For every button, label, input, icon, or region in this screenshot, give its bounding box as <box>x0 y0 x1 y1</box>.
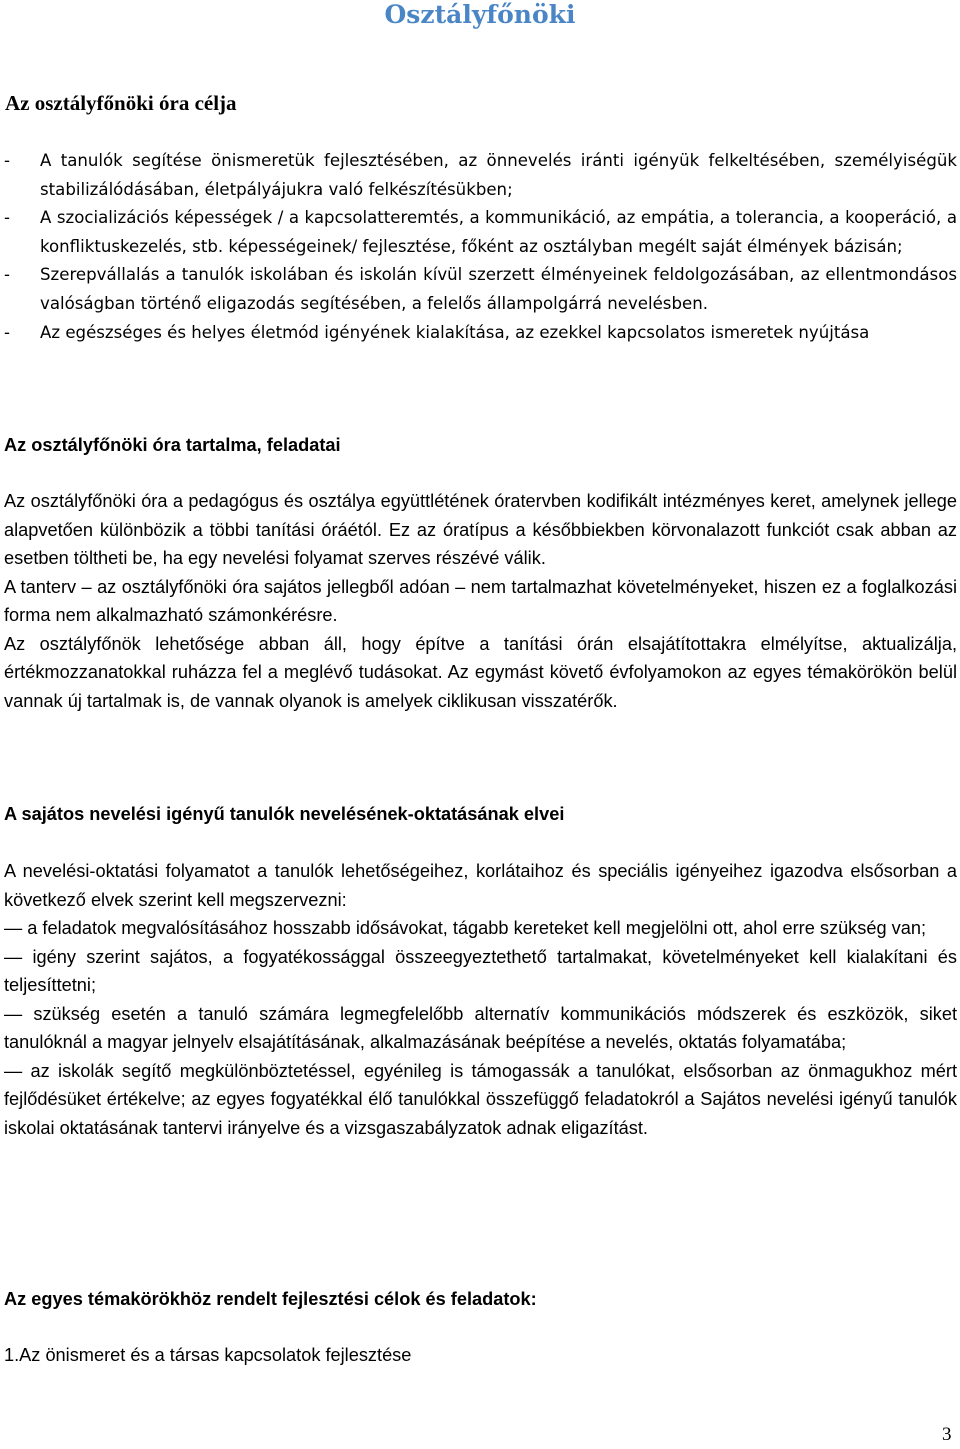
list-item <box>4 319 957 348</box>
list-item: — az iskolák segítő megkülönböztetéssel, egyénileg is támogassák a tanulókat, elsősorban az önmagukhoz mért fejlődésüket értékelve; az egyes fogyatékkal élő tanulókkal összefüggő feladatokról a Sajátos nevelési igényű tanulók iskolai oktatásának tantervi irányelve és a vizsgaszabályzatok adnak eligazítást. <box>4 1060 957 1138</box>
section-heading-sni: A sajátos nevelési igényű tanulók nevelésének-oktatásának elvei <box>4 804 565 824</box>
list-item-text: Szerepvállalás a tanulók iskolában és iskolán kívül szerzett élményeinek feldolgozásában, az ellentmondásos valóságban történő eligazodás segítésében, a felelős állampolgárrá nevelésben. <box>40 265 957 313</box>
list-item-text: A szocializációs képességek / a kapcsolatteremtés, a kommunikáció, az empátia, a tolerancia, a kooperáció, a konfliktuskezelés, stb. képességeinek/ fejlesztése, főként az osztályban megélt saját élmények bázisán; <box>40 208 957 256</box>
page-number: 3 <box>942 1424 952 1445</box>
topic-item: 1.Az önismeret és a társas kapcsolatok fejlesztése <box>4 1345 412 1365</box>
page-title: Osztályfőnöki <box>384 0 576 29</box>
paragraph: A tanterv – az osztályfőnöki óra sajátos jellegből adóan – nem tartalmazhat követelményeket, hiszen ez a foglalkozási forma nem alkalmazható számonkérésre. <box>4 576 957 625</box>
paragraph: A nevelési-oktatási folyamatot a tanulók lehetőségeihez, korlátaihoz és speciális igényeihez igazodva elsősorban a következő elvek szerint kell megszervezni: <box>4 861 957 910</box>
content-paragraphs <box>4 487 957 715</box>
list-item: — szükség esetén a tanuló számára legmegfelelőbb alternatív kommunikációs módszerek és eszközök, siket tanulóknál a magyar jelnyelv elsajátításának, alkalmazásának beépítése a nevelés, oktatás folyamatába; <box>4 1003 957 1052</box>
section-heading-content: Az osztályfőnöki óra tartalma, feladatai <box>4 435 341 455</box>
paragraph: Az osztályfőnök lehetősége abban áll, hogy építve a tanítási órán elsajátítottakra elmélyítse, aktualizálja, értékmozzanatokkal ruházza fel a meglévő tudásokat. Az egymást követő évfolyamokon az egyes témakörökön belül vannak új tartalmak is, de vannak olyanok is amelyek ciklikusan visszatérők. <box>4 633 957 711</box>
section-heading-goal: Az osztályfőnöki óra célja <box>5 91 237 115</box>
list-item: — igény szerint sajátos, a fogyatékossággal összeegyeztethető tartalmakat, követelményeket kell kialakítani és teljesíttetni; <box>4 946 957 995</box>
paragraph: Az osztályfőnöki óra a pedagógus és osztálya együttlétének óratervben kodifikált intézményes keret, amelynek jellege alapvetően különbözik a többi tanítási óráétól. Ez az óratípus a későbbiekben körvonalazott funkciót csak abban az esetben töltheti be, ha egy nevelési folyamat szerves részévé válik. <box>4 491 957 568</box>
section-heading-goals-tasks: Az egyes témakörökhöz rendelt fejlesztési célok és feladatok: <box>4 1289 537 1309</box>
list-dash: - <box>4 208 10 228</box>
list-item <box>4 204 957 261</box>
list-dash: - <box>4 265 10 285</box>
list-item: — a feladatok megvalósításához hosszabb idősávokat, tágabb kereteket kell megjelölni ott, ahol erre szükség van; <box>4 918 927 938</box>
goal-list <box>4 147 957 347</box>
list-item <box>4 261 957 318</box>
list-dash: - <box>4 151 10 170</box>
list-item-text: A tanulók segítése önismeretük fejlesztésében, az önnevelés iránti igényük felkeltésében, személyiségük stabilizálódásában, életpályájukra való felkészítésükben; <box>40 151 957 199</box>
list-dash: - <box>4 322 10 342</box>
list-item <box>4 147 957 204</box>
list-item-text: Az egészséges és helyes életmód igényének kialakítása, az ezekkel kapcsolatos ismeretek nyújtása <box>40 322 870 342</box>
sni-content <box>4 857 957 1142</box>
